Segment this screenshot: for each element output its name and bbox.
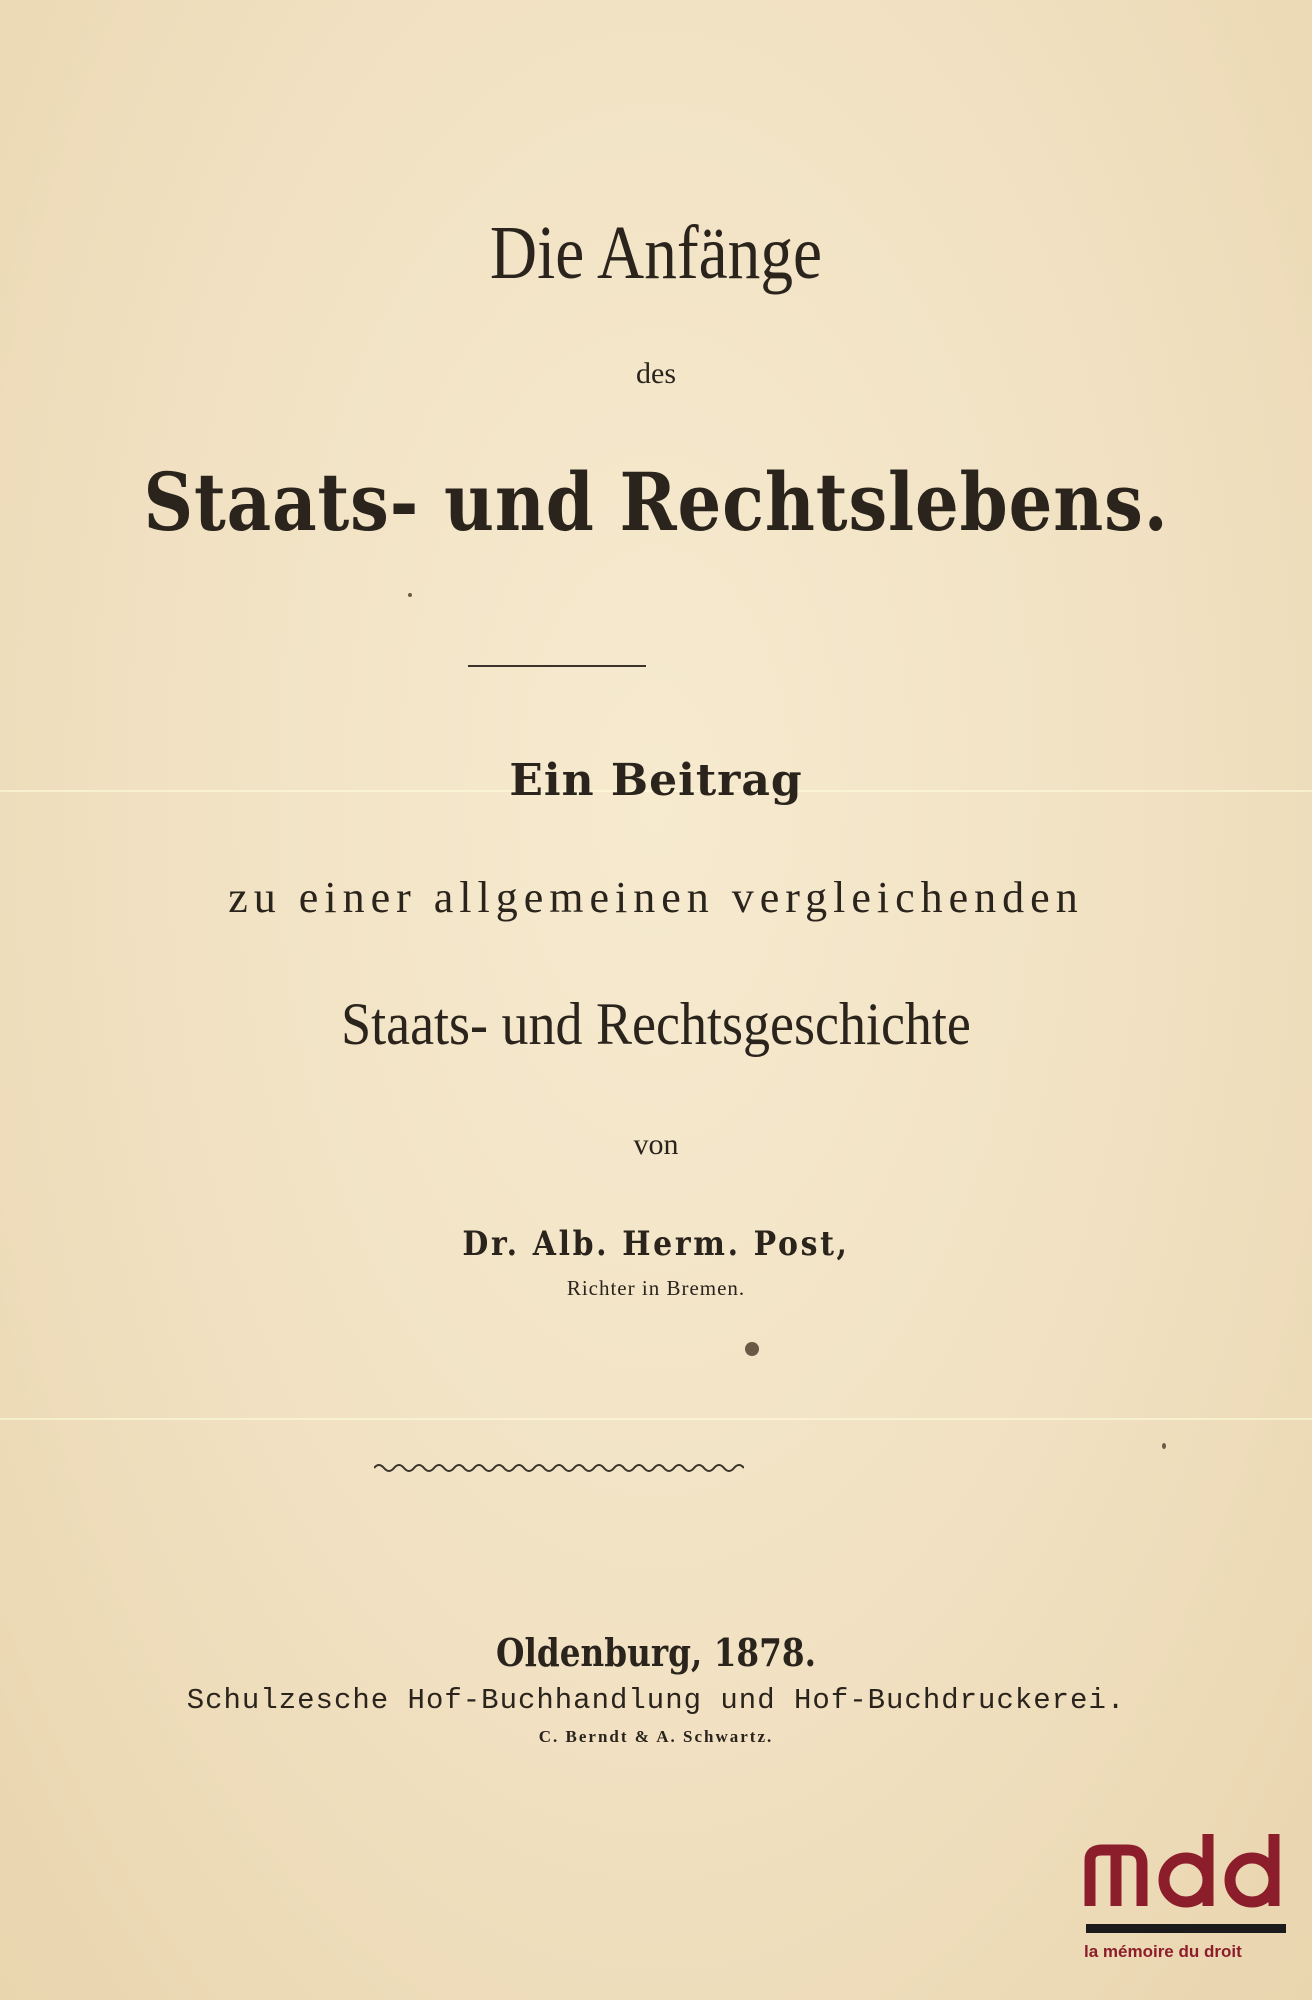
ink-spot <box>1162 1443 1166 1449</box>
book-title-line2: Staats- und Rechtslebens. <box>143 455 1169 549</box>
author-name: Dr. Alb. Herm. Post, <box>462 1224 850 1264</box>
ink-spot <box>745 1342 759 1356</box>
subtitle-line1: zu einer allgemeinen vergleichenden <box>228 873 1084 922</box>
mdd-logo <box>1076 1830 1300 1990</box>
printer: C. Berndt & A. Schwartz. <box>538 1727 774 1746</box>
book-title-line1: Die Anfänge <box>489 211 823 295</box>
place-and-year: Oldenburg, 1878. <box>495 1630 817 1675</box>
publisher: Schulzesche Hof-Buchhandlung und Hof-Buchdruckerei. <box>186 1684 1126 1717</box>
subtitle-heading: Ein Beitrag <box>509 755 803 806</box>
author-role: Richter in Bremen. <box>566 1276 746 1300</box>
scan-line <box>0 1418 1312 1420</box>
mdd-logo-mark <box>1084 1830 1294 1910</box>
by-line: von <box>633 1128 679 1161</box>
ink-spot <box>408 593 412 597</box>
logo-tagline: la mémoire du droit <box>1084 1942 1242 1961</box>
divider-rule <box>468 665 646 667</box>
wavy-ornament <box>374 1460 744 1476</box>
logo-bar <box>1086 1924 1286 1933</box>
title-connector: des <box>636 357 676 390</box>
subtitle-line2: Staats- und Rechtsgeschichte <box>341 991 971 1057</box>
